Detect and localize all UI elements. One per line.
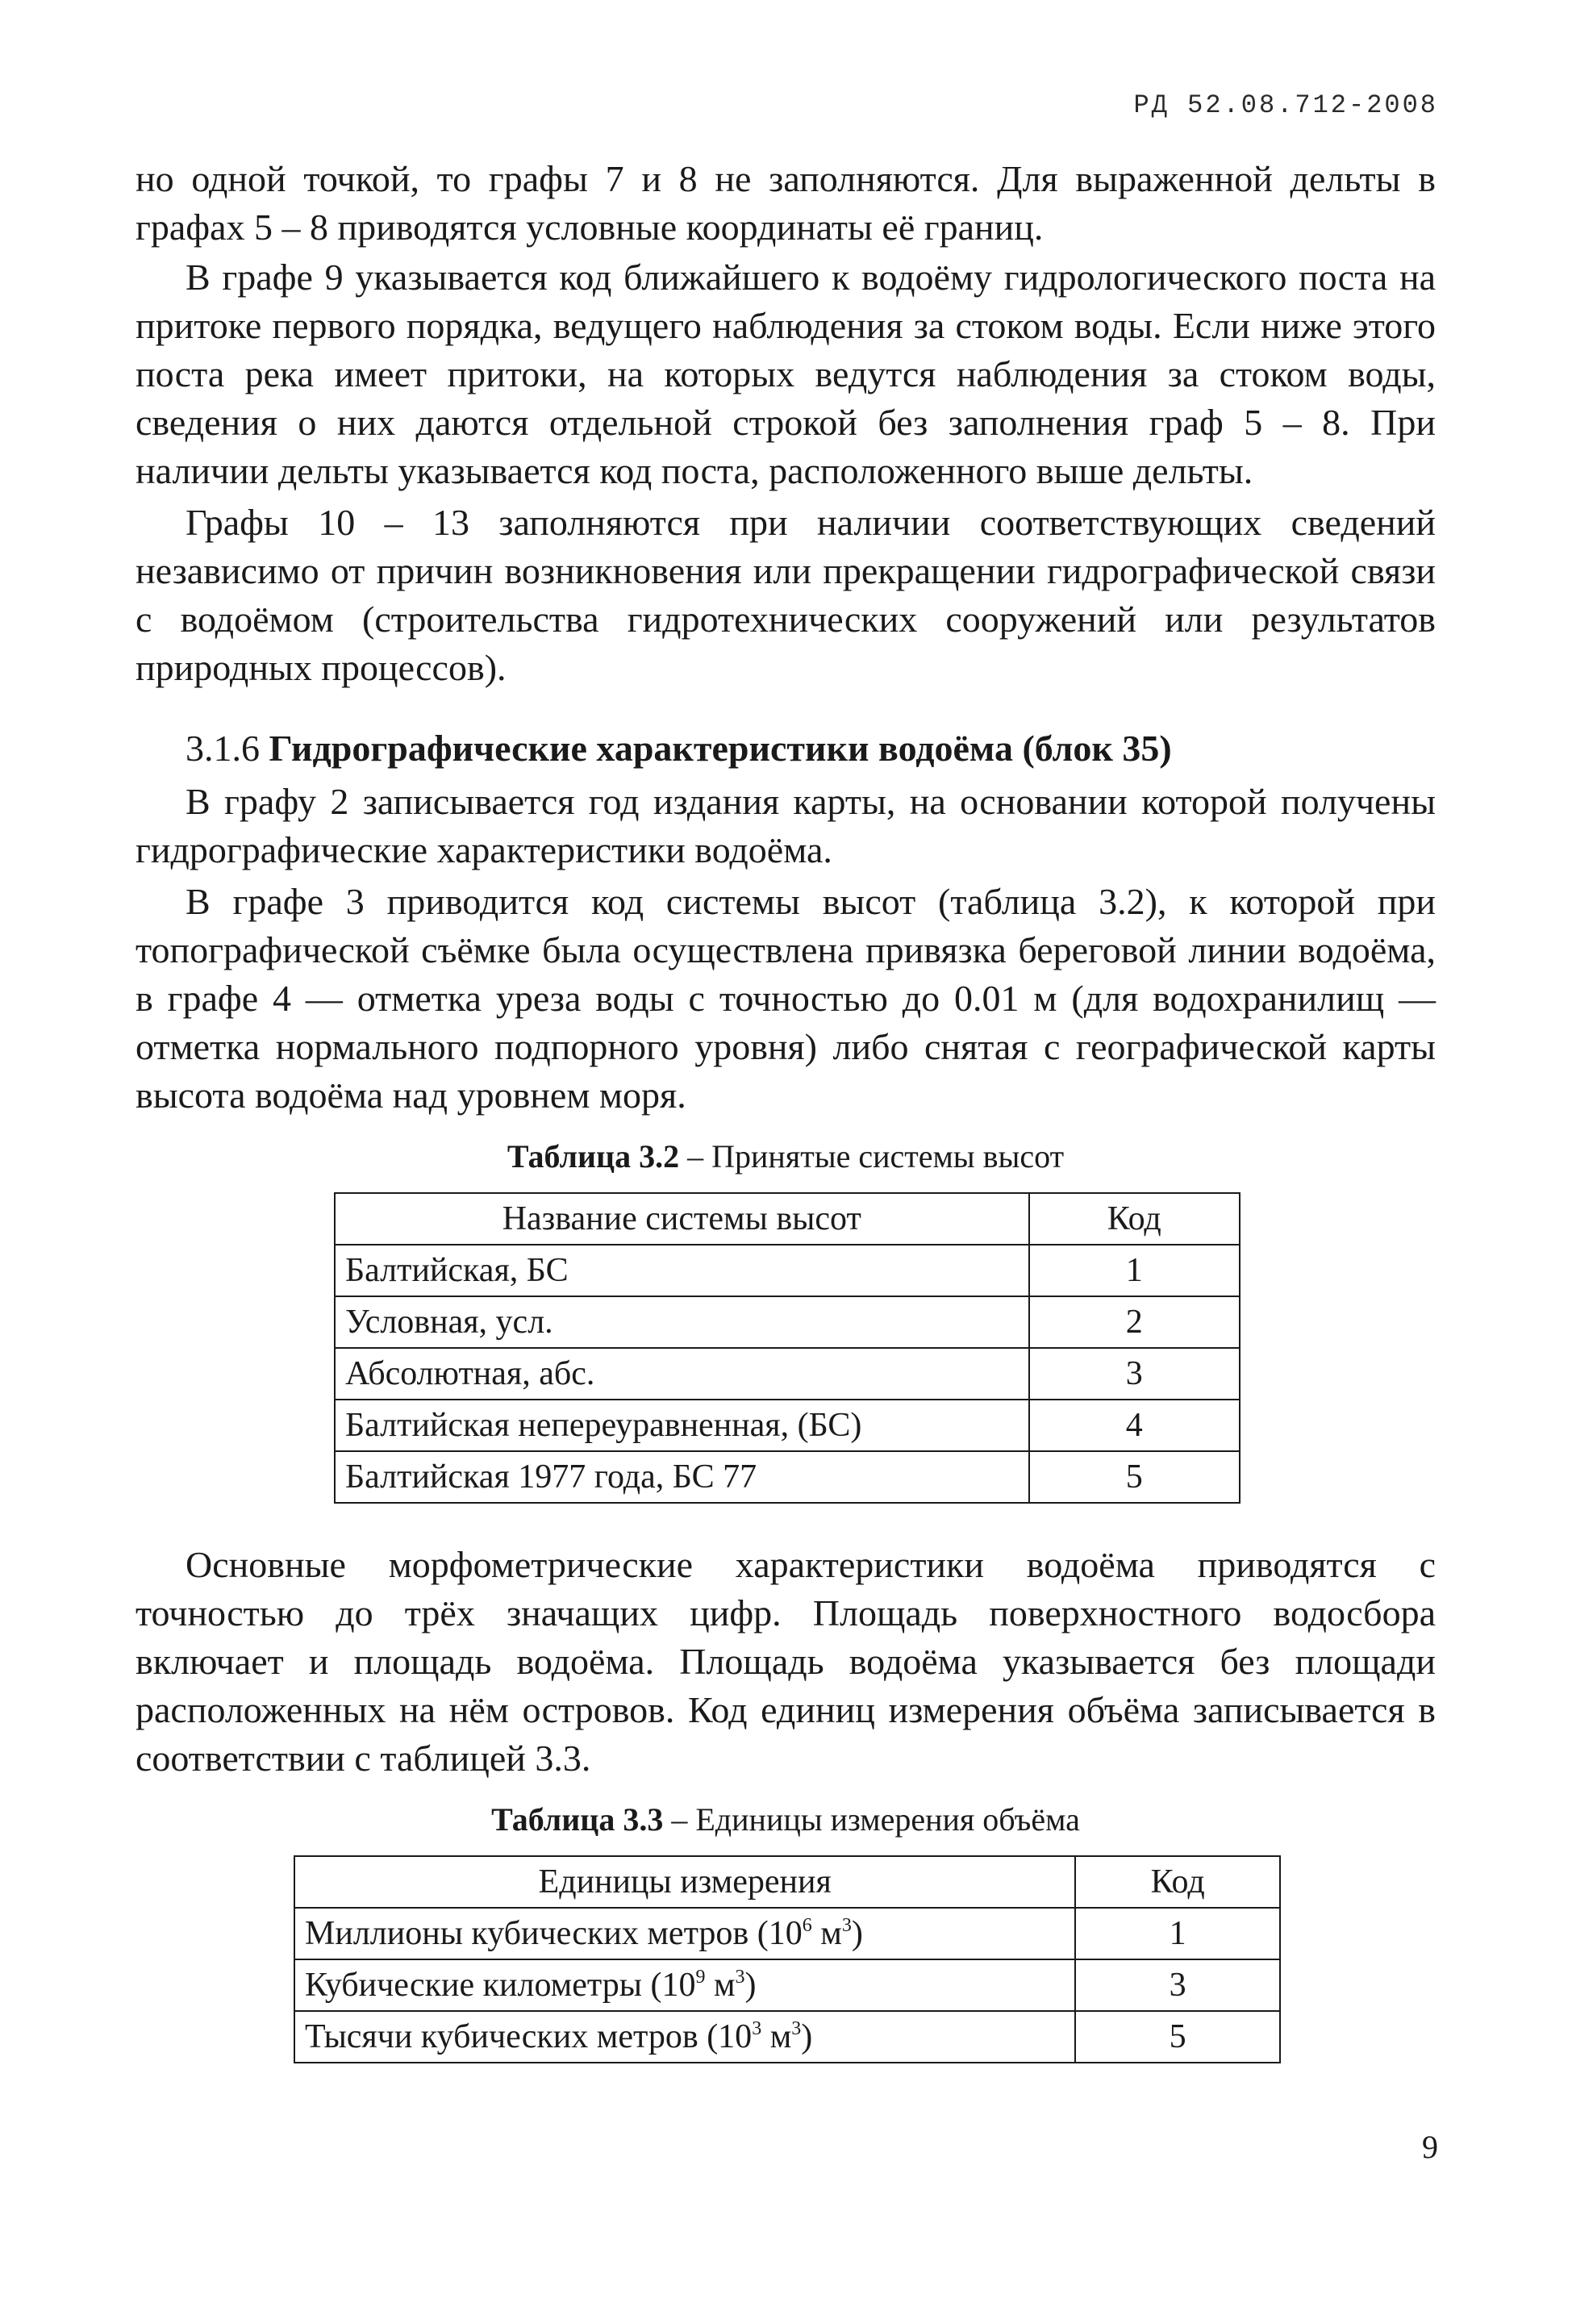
unit-code-cell: 1 (1075, 1908, 1280, 1959)
table-row (294, 2011, 1280, 2063)
system-code-cell: 1 (1029, 1245, 1241, 1296)
table-row (294, 1959, 1280, 2011)
table-header-row (294, 1856, 1280, 1908)
table-3-3-caption (136, 1799, 1436, 1841)
paragraph-columns-10-13: Графы 10 – 13 заполняются при наличии соответствующих сведений независимо от причин возникновения или прекращении гидрографической связи с водоёмом (строительства гидротехнических сооружений или результатов природных процессов). (136, 502, 1436, 688)
table-height-systems (334, 1192, 1241, 1504)
table-row (335, 1348, 1240, 1400)
section-heading (136, 724, 1436, 773)
table-3-3-caption-text: – Единицы измерения объёма (663, 1801, 1080, 1838)
table-volume-units (294, 1855, 1281, 2063)
unit-code-cell: 5 (1075, 2011, 1280, 2063)
table-header-row (335, 1193, 1240, 1245)
unit-name-cell: Кубические километры ($10^9$ $м^3$) (294, 1959, 1075, 2011)
system-code-cell: 5 (1029, 1451, 1241, 1503)
system-name-cell: Балтийская 1977 года, БС 77 (335, 1451, 1029, 1503)
table-3-2-caption-label: Таблица 3.2 (507, 1138, 680, 1175)
paragraph-column-3-4: В графе 3 приводится код системы высот (таблица 3.2), к которой при топографической съёмке была осуществлена привязка береговой линии водоёма, в графе 4 — отметка уреза воды с точностью до 0.01 м (для водохранилищ — отметка нормального подпорного уровня) либо снятая с географической карты высота водоёма над уровнем моря. (136, 881, 1436, 1116)
table-3-3-caption-label: Таблица 3.3 (491, 1801, 664, 1838)
system-code-cell: 2 (1029, 1296, 1241, 1348)
system-name-cell: Балтийская, БС (335, 1245, 1029, 1296)
table-row (335, 1451, 1240, 1503)
page-body (136, 155, 1436, 2063)
unit-code-cell: 3 (1075, 1959, 1280, 2011)
paragraph-morphometric: Основные морфометрические характеристики водоёма приводятся с точностью до трёх значащих цифр. Площадь поверхностного водосбора включает и площадь водоёма. Площадь водоёма указывается без площади расположенных на нём островов. Код единиц измерения объёма записывается в соответствии с таблицей 3.3. (136, 1544, 1436, 1779)
table-row (335, 1296, 1240, 1348)
table-row (335, 1400, 1240, 1451)
document-code-header: РД 52.08.712-2008 (1133, 90, 1438, 120)
column-header-code: Код (1029, 1193, 1241, 1245)
column-header-code: Код (1075, 1856, 1280, 1908)
paragraph-column-9: В графе 9 указывается код ближайшего к водоёму гидрологического поста на притоке первого порядка, ведущего наблюдения за стоком воды. Если ниже этого поста река имеет притоки, на которых ведутся наблюдения за стоком воды, сведения о них даются отдельной строкой без заполнения граф 5 – 8. При наличии дельты указывается код поста, расположенного выше дельты. (136, 257, 1436, 491)
section-number: 3.1.6 (186, 728, 260, 769)
unit-name-cell: Миллионы кубических метров ($10^6$ $м^3$) (294, 1908, 1075, 1959)
paragraph-column-2: В графу 2 записывается год издания карты, на основании которой получены гидрографические характеристики водоёма. (136, 781, 1436, 870)
system-code-cell: 4 (1029, 1400, 1241, 1451)
system-name-cell: Условная, усл. (335, 1296, 1029, 1348)
page-number: 9 (1422, 2129, 1438, 2165)
section-title: Гидрографические характеристики водоёма (блок 35) (269, 728, 1172, 769)
paragraph-delta-coordinates: но одной точкой, то графы 7 и 8 не заполняются. Для выраженной дельты в графах 5 – 8 приводятся условные координаты её границ. (136, 158, 1436, 248)
table-3-2-caption-text: – Принятые системы высот (679, 1138, 1065, 1175)
unit-name-cell: Тысячи кубических метров ($10^3$ $м^3$) (294, 2011, 1075, 2063)
system-name-cell: Абсолютная, абс. (335, 1348, 1029, 1400)
column-header-units: Единицы измерения (294, 1856, 1075, 1908)
table-row (335, 1245, 1240, 1296)
table-row (294, 1908, 1280, 1959)
column-header-system-name: Название системы высот (335, 1193, 1029, 1245)
system-name-cell: Балтийская непереуравненная, (БС) (335, 1400, 1029, 1451)
table-3-2-caption (136, 1136, 1436, 1178)
system-code-cell: 3 (1029, 1348, 1241, 1400)
